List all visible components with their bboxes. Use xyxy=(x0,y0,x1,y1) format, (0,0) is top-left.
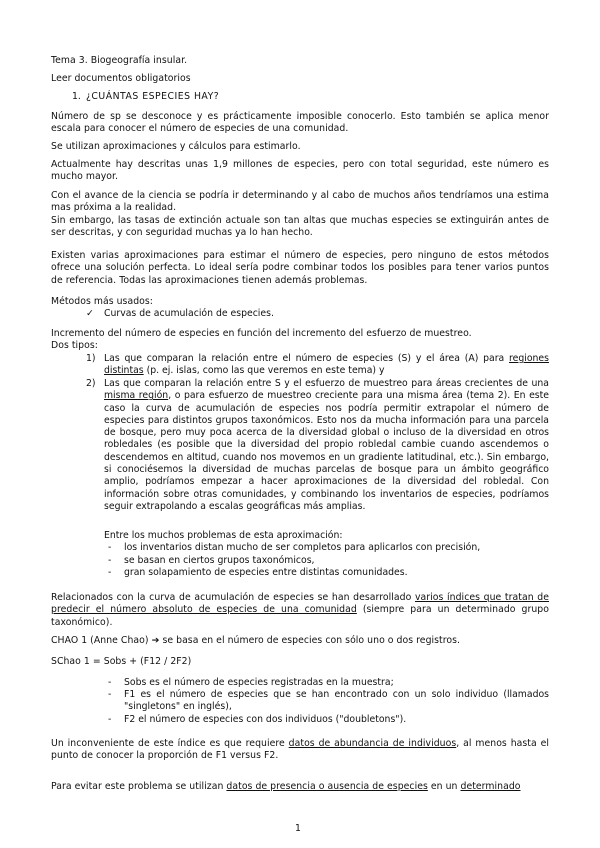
chao-name: CHAO 1 (Anne Chao) xyxy=(51,635,149,646)
problems-intro: Entre los muchos problemas de esta aproximación: xyxy=(104,530,343,541)
type-1-line-b: (p. ej. islas, como las que veremos en este tema) y xyxy=(143,365,385,377)
related-part-a: Relacionados con la curva de acumulación de especies se han desarrollado xyxy=(51,592,415,603)
type-2-part-a: Las que comparan la relación entre S y el esfuerzo de muestreo para áreas crecientes de una xyxy=(104,378,549,389)
dash-3: - xyxy=(108,567,112,578)
def-dash-2: - xyxy=(108,689,112,700)
chao-description: se basa en el número de especies con sólo uno o dos registros. xyxy=(159,635,461,646)
topic-heading: Tema 3. Biogeografía insular. xyxy=(51,55,188,66)
datos-presencia-link: datos de presencia o ausencia de especies xyxy=(226,781,428,792)
problem-item-3: gran solapamiento de especies entre distintas comunidades. xyxy=(124,567,408,578)
increment-line: Incremento del número de especies en función del incremento del esfuerzo de muestreo. xyxy=(51,328,472,339)
types-label: Dos tipos: xyxy=(51,340,98,351)
type-1-line-a: Las que comparan la relación entre el número de especies (S) y el área (A) para xyxy=(104,353,505,364)
varios-indices-link: varios índices que tratan de predecir el número absoluto de especies de una comunidad xyxy=(51,592,549,616)
type-2-number: 2) xyxy=(86,378,96,389)
regiones-distintas-link: regiones distintas xyxy=(104,353,549,377)
paragraph-1: Número de sp se desconoce y es prácticamente imposible conocerlo. Esto también se aplica menor escala para conocer el número de especies de una comunidad. xyxy=(51,111,549,135)
drawback-paragraph xyxy=(51,738,549,763)
checkmark-icon: ✓ xyxy=(86,308,94,319)
dash-2: - xyxy=(108,555,112,566)
type-2-part-b: , o para esfuerzo de muestreo creciente para una misma área (tema 2). En este caso la curva de acumulación de especies nos podría permitir extrapolar el número de especies para distintos grupos taxonómicos. Esto nos da mucha información para una parcela de bosque, pero muy poca acerca de la diversidad global o incluso de la diversidad en otros robledales (es posible que la diversidad del propio robledal cambie cuando ascendemos o descendemos en altitud, cuando nos movemos en un gradiente latitudinal, etc.). Sin embargo, si conociésemos la diversidad de muchas parcelas de bosque para un ámbito geográfico amplio, podríamos empezar a hacer aproximaciones de la diversidad del robledal. Con información sobre otras comunidades, y combinando los inventarios de especies, podríamos seguir extrapolando a escalas geográficas más amplias. xyxy=(104,390,550,512)
chao-formula: SChao 1 = Sobs + (F12 / 2F2) xyxy=(51,656,192,667)
chao-line xyxy=(51,635,549,647)
paragraph-3: Actualmente hay descritas unas 1,9 millones de especies, pero con total seguridad, este número es mucho mayor. xyxy=(51,159,549,183)
type-1-text xyxy=(104,353,549,378)
problem-item-1: los inventarios distan mucho de ser completos para aplicarlos con precisión, xyxy=(124,542,481,553)
paragraph-5: Sin embargo, las tasas de extinción actuale son tan altas que muchas especies se extinguirán antes de ser descritas, y con seguridad muchas ya lo han hecho. xyxy=(51,215,549,239)
paragraph-2: Se utilizan aproximaciones y cálculos para estimarlo. xyxy=(51,141,301,152)
problem-item-2: se basan en ciertos grupos taxonómicos, xyxy=(124,555,315,566)
datos-abundancia-link: datos de abundancia de individuos xyxy=(288,738,457,749)
related-part-b: (siempre para un determinado grupo taxonómico). xyxy=(51,604,549,628)
method-item: Curvas de acumulación de especies. xyxy=(104,308,274,319)
section-number: 1. xyxy=(72,91,81,102)
related-indices-paragraph xyxy=(51,592,549,629)
drawback-part-b: , al menos hasta el punto de conocer la proporción de F1 versus F2. xyxy=(51,738,549,762)
reading-note: Leer documentos obligatorios xyxy=(51,73,191,84)
misma-region-link: misma región xyxy=(104,390,169,402)
type-1-number: 1) xyxy=(86,353,96,364)
page-number: 1 xyxy=(295,823,301,834)
def-dash-3: - xyxy=(108,714,112,725)
paragraph-4: Con el avance de la ciencia se podría ir determinando y al cabo de muchos años tendríamos una estima mas próxima a la realidad. xyxy=(51,190,549,214)
avoid-part-b: en un xyxy=(427,781,461,792)
definition-sobs: Sobs es el número de especies registradas en la muestra; xyxy=(124,677,394,688)
definition-f1: F1 es el número de especies que se han encontrado con un solo individuo (llamados "singletons" en inglés), xyxy=(124,689,549,713)
paragraph-6: Existen varias aproximaciones para estimar el número de especies, pero ninguno de estos métodos ofrece una solución perfecta. Lo ideal sería podre combinar todos los posibles para tener varios puntos de referencia. Todas las aproximaciones tienen además problemas. xyxy=(51,250,549,286)
def-dash-1: - xyxy=(108,677,112,688)
determinado-link: determinado xyxy=(460,781,521,792)
methods-label: Métodos más usados: xyxy=(51,296,153,307)
dash-1: - xyxy=(108,542,112,553)
avoid-part-a: Para evitar este problema se utilizan xyxy=(51,781,227,792)
avoid-paragraph xyxy=(51,781,549,793)
type-2-text xyxy=(104,378,549,513)
section-title: ¿CUÁNTAS ESPECIES HAY? xyxy=(86,91,220,102)
definition-f2: F2 el número de especies con dos individuos ("doubletons"). xyxy=(124,714,407,725)
drawback-part-a: Un inconveniente de este índice es que requiere xyxy=(51,738,289,749)
arrow-right-icon: ➔ xyxy=(151,635,160,646)
